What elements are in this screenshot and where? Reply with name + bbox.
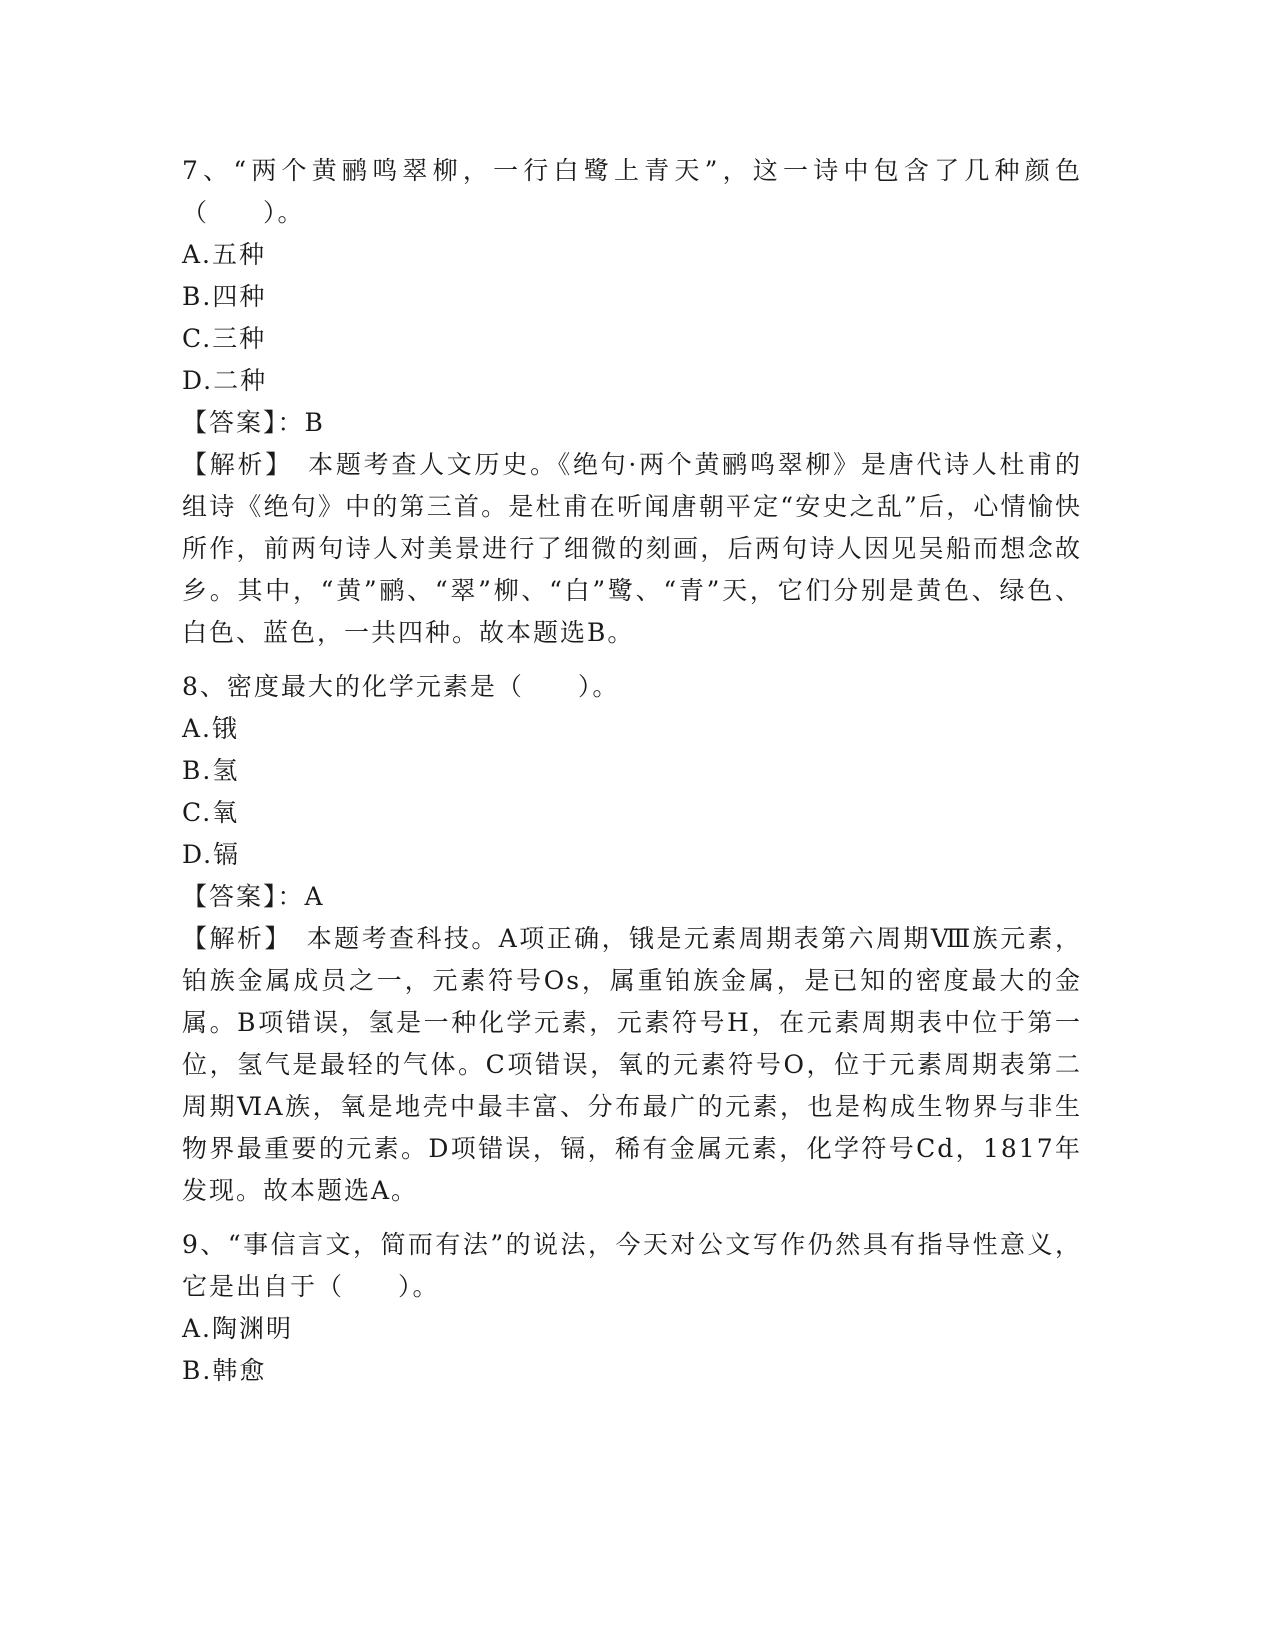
analysis-paragraph	[182, 444, 1082, 654]
option-d: D.二种	[182, 366, 268, 395]
option-d: D.镉	[182, 840, 241, 869]
page-content	[182, 150, 1082, 1392]
question-7	[182, 150, 1082, 654]
question-8	[182, 666, 1082, 1212]
answer-value: A	[304, 882, 325, 911]
analysis-text: 本题考查人文历史。《绝句·两个黄鹂鸣翠柳》是唐代诗人杜甫的组诗《绝句》中的第三首。是杜甫在听闻唐朝平定“安史之乱”后，心情愉快所作，前两句诗人对美景进行了细微的刻画，后两句诗人因见吴船而想念故乡。其中，“黄”鹂、“翠”柳、“白”鹭、“青”天，它们分别是黄色、绿色、白色、蓝色，一共四种。故本题选B。	[182, 450, 1082, 647]
answer-line	[182, 402, 1082, 444]
answer-label: 【答案】：	[182, 408, 305, 437]
question-text: 7、“两个黄鹂鸣翠柳，一行白鹭上青天”，这一诗中包含了几种颜色（ ）。	[182, 156, 1082, 227]
question-text: 8、密度最大的化学元素是（ ）。	[182, 672, 620, 701]
option-a: A.陶渊明	[182, 1314, 294, 1343]
analysis-label: 【解析】	[182, 924, 307, 953]
option-b: B.四种	[182, 282, 267, 311]
analysis-label: 【解析】	[182, 450, 309, 479]
option-b: B.氢	[182, 756, 240, 785]
answer-value: B	[304, 408, 325, 437]
question-text: 9、“事信言文，简而有法”的说法，今天对公文写作仍然具有指导性意义，它是出自于（ ）。	[182, 1230, 1082, 1301]
question-9	[182, 1224, 1082, 1392]
analysis-text: 本题考查科技。A项正确，锇是元素周期表第六周期Ⅷ族元素，铂族金属成员之一，元素符号Os，属重铂族金属，是已知的密度最大的金属。B项错误，氢是一种化学元素，元素符号H，在元素周期表中位于第一位，氢气是最轻的气体。C项错误，氧的元素符号O，位于元素周期表第二周期ⅥA族，氧是地壳中最丰富、分布最广的元素，也是构成生物界与非生物界最重要的元素。D项错误，镉，稀有金属元素，化学符号Cd，1817年发现。故本题选A。	[182, 924, 1082, 1205]
option-a: A.五种	[182, 240, 267, 269]
option-a: A.锇	[182, 714, 240, 743]
answer-line	[182, 876, 1082, 918]
option-c: C.三种	[182, 324, 267, 353]
option-c: C.氧	[182, 798, 240, 827]
option-b: B.韩愈	[182, 1356, 267, 1385]
analysis-paragraph	[182, 918, 1082, 1212]
answer-label: 【答案】：	[182, 882, 305, 911]
